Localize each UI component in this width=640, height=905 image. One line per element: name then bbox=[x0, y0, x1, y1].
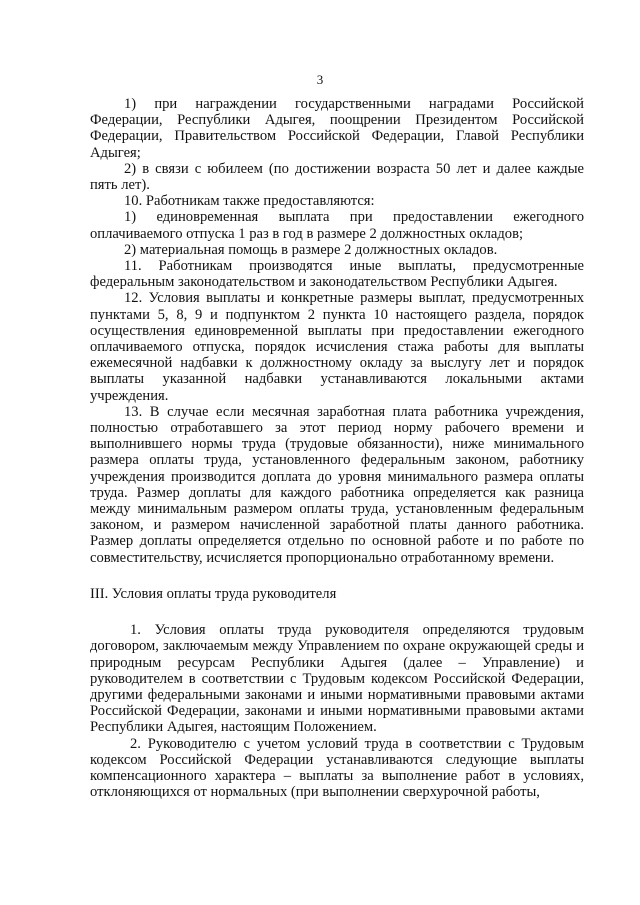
paragraph: 2) в связи с юбилеем (по достижении возраста 50 лет и далее каждые пять лет). bbox=[90, 160, 584, 194]
paragraph: 1) единовременная выплата при предоставлении ежегодного оплачиваемого отпуска 1 раз в год в размере 2 должностных окладов; bbox=[90, 209, 584, 242]
paragraph: 13. В случае если месячная заработная плата работника учреждения, полностью отработавшего за этот период норму рабочего времени и выполнившего нормы труда (трудовые обязанности), ниже минимального размера оплаты труда, установленного федеральным законом, работнику учреждения производится доплата до уровня минимального размера оплаты труда. Размер доплаты для каждого работника определяется как разница между минимальным размером оплаты труда, установленным федеральным законом, и размером начисленной заработной платы данного работника. Размер доплаты определяется отдельно по основной работе и по работе по совместительству, исчисляется пропорционально отработанному времени. bbox=[90, 403, 584, 566]
paragraph: 10. Работникам также предоставляются: bbox=[124, 193, 375, 210]
document-body bbox=[90, 96, 584, 800]
paragraph: 11. Работникам производятся иные выплаты, предусмотренные федеральным законодательством и законодательством Республики Адыгея. bbox=[90, 258, 584, 291]
paragraph: 1. Условия оплаты труда руководителя определяются трудовым договором, заключаемым между Управлением по охране окружающей среды и природным ресурсам Республики Адыгея (далее – Управление) и руководителем в соответствии с Трудовым кодексом Российской Федерации, другими федеральными законами и иными нормативными правовыми актами Российской Федерации, законами и иными нормативными правовыми актами Республики Адыгея, настоящим Положением. bbox=[90, 622, 584, 736]
paragraph: 2. Руководителю с учетом условий труда в соответствии с Трудовым кодексом Российской Федерации устанавливаются следующие выплаты компенсационного характера – выплаты за выполнение работ в условиях, отклоняющихся от нормальных (при выполнении сверхурочной работы, bbox=[90, 735, 584, 801]
section-heading: III. Условия оплаты труда руководителя bbox=[90, 585, 337, 602]
page-number: 3 bbox=[316, 72, 324, 87]
paragraph: 2) материальная помощь в размере 2 должностных окладов. bbox=[124, 241, 498, 258]
paragraph: 1) при награждении государственными наградами Российской Федерации, Республики Адыгея, поощрении Президентом Российской Федерации, Правительством Российской Федерации, Главой Республики Адыгея; bbox=[90, 96, 584, 161]
paragraph: 12. Условия выплаты и конкретные размеры выплат, предусмотренных пунктами 5, 8, 9 и подпунктом 2 пункта 10 настоящего раздела, порядок осуществления единовременной выплаты при предоставлении ежегодного оплачиваемого отпуска, порядок исчисления стажа работы для выплаты ежемесячной надбавки к должностному окладу за выслугу лет и порядок выплаты указанной надбавки устанавливаются локальными актами учреждения. bbox=[90, 290, 584, 404]
